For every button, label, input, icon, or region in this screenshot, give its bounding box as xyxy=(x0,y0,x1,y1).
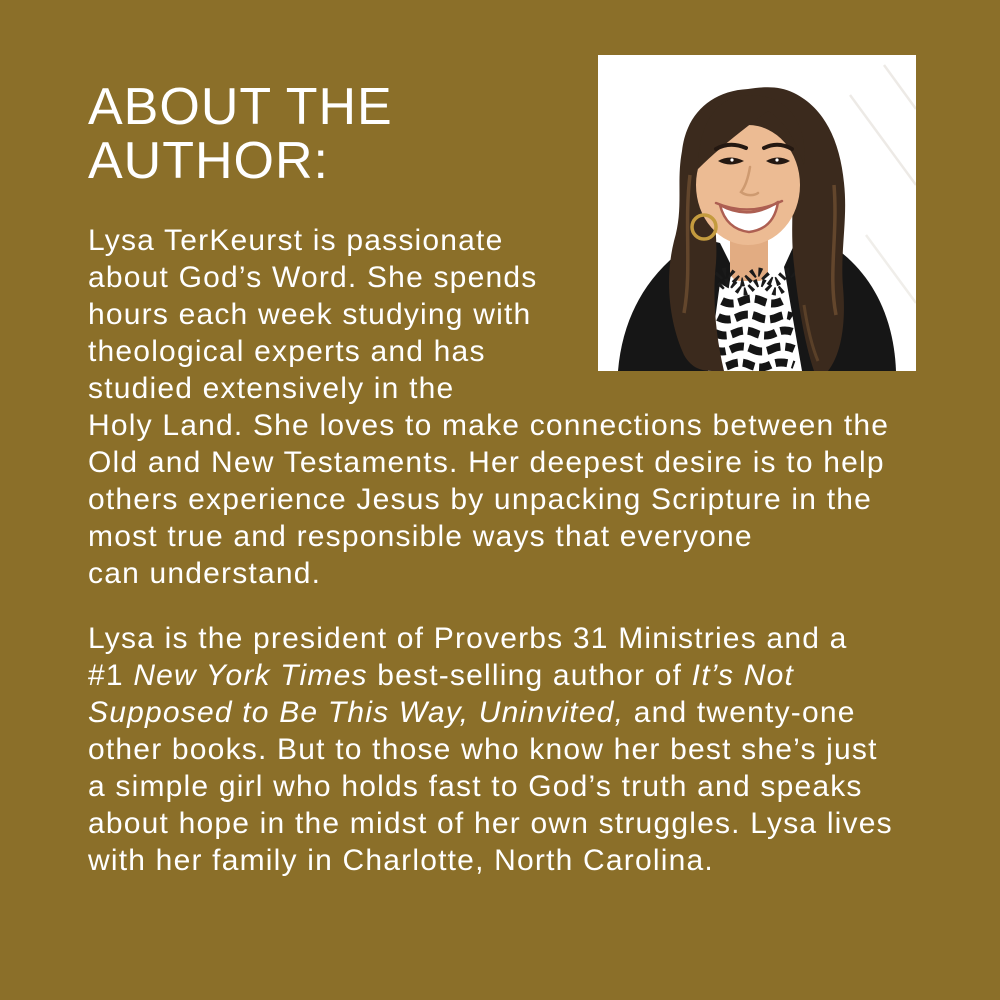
text-segment: about hope in the midst of her own struggles. Lysa lives xyxy=(88,807,893,840)
text-segment: other books. But to those who know her best she’s just xyxy=(88,733,878,766)
text-line xyxy=(88,620,920,657)
text-line xyxy=(88,657,920,694)
text-line: Holy Land. She loves to make connections between the xyxy=(88,409,890,442)
text-segment: a simple girl who holds fast to God’s truth and speaks xyxy=(88,770,863,803)
text-line xyxy=(88,768,920,805)
text-segment: best-selling author of xyxy=(367,659,692,692)
text-line: can understand. xyxy=(88,557,322,590)
text-line: Old and New Testaments. Her deepest desire is to help xyxy=(88,446,885,479)
text-segment: #1 xyxy=(88,659,134,692)
text-line: theological experts and has xyxy=(88,335,486,368)
text-line: Lysa TerKeurst is passionate xyxy=(88,224,504,257)
text-line xyxy=(88,694,920,731)
bio-paragraph-2 xyxy=(88,620,920,879)
book-title-text: Supposed to Be This Way, Uninvited, xyxy=(88,696,625,729)
text-segment: Lysa is the president of Proverbs 31 Ministries and a xyxy=(88,622,848,655)
page-title-line1: ABOUT THE xyxy=(88,78,393,136)
page-title-line2: AUTHOR: xyxy=(88,132,329,190)
text-line: most true and responsible ways that everyone xyxy=(88,520,753,553)
book-title-text: New York Times xyxy=(133,659,368,692)
text-column xyxy=(88,0,920,879)
text-line: studied extensively in the xyxy=(88,372,455,405)
text-segment: with her family in Charlotte, North Carolina. xyxy=(88,844,714,877)
text-line: about God’s Word. She spends xyxy=(88,261,538,294)
page-title xyxy=(88,80,920,188)
text-line xyxy=(88,842,920,879)
book-title-text: It’s Not xyxy=(691,659,795,692)
text-segment: and twenty-one xyxy=(624,696,856,729)
text-line xyxy=(88,805,920,842)
text-line xyxy=(88,731,920,768)
text-line: others experience Jesus by unpacking Scripture in the xyxy=(88,483,873,516)
text-line: hours each week studying with xyxy=(88,298,532,331)
bio-paragraph-1 xyxy=(88,222,920,592)
